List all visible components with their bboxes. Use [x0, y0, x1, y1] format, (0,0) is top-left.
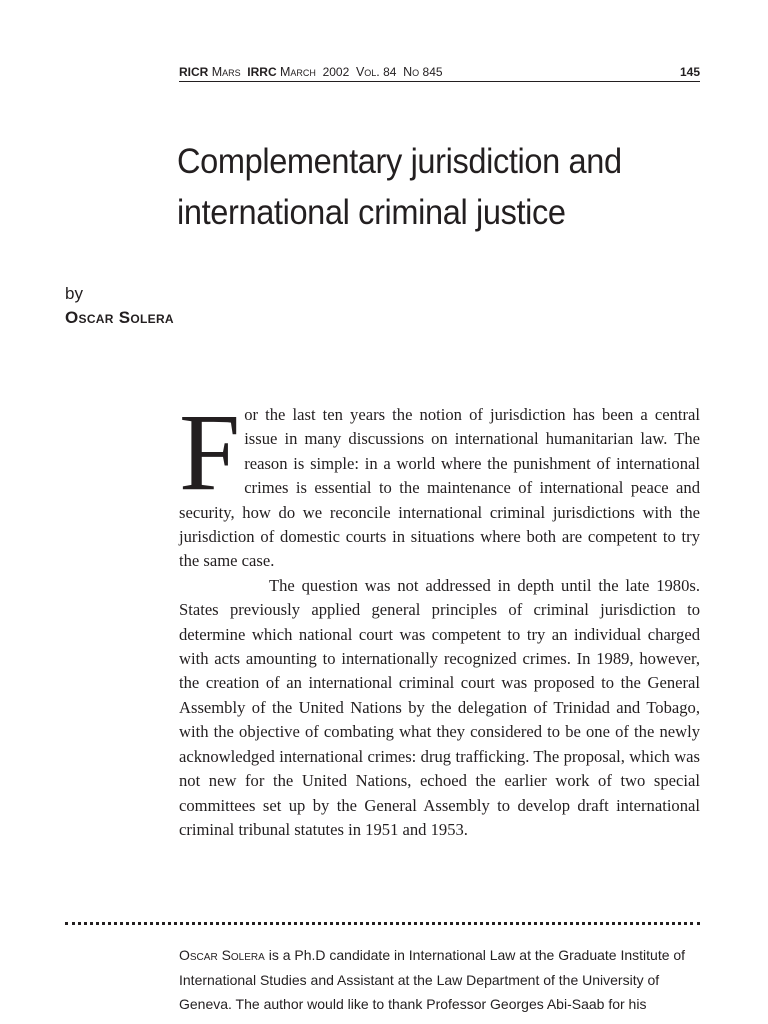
drop-cap: F [179, 391, 241, 513]
issue-number-label: No [403, 65, 420, 79]
journal-abbreviation-fr: RICR [179, 65, 209, 79]
footnote-author: Oscar Solera [179, 947, 265, 963]
author-name: Oscar Solera [65, 308, 174, 327]
journal-citation [179, 65, 443, 79]
article-body [179, 391, 700, 842]
footnote-text: is a Ph.D candidate in International Law at the Graduate Institute of International Studies and Assistant at the Law Department of the University of Geneva. The author would like to thank Professor Georges Abi-Saab for his [179, 947, 686, 1012]
volume-number: 84 [383, 65, 397, 79]
author-footnote [179, 943, 700, 1017]
byline-label: by [65, 284, 83, 303]
issue-month-fr: Mars [211, 65, 241, 79]
issue-month-en: March [279, 65, 316, 79]
footnote-divider [65, 922, 700, 925]
volume-label: Vol. [355, 65, 380, 79]
paragraph-1: or the last ten years the notion of jurisdiction has been a central issue in many discussions on international humanitarian law. The reason is simple: in a world where the punishment of international crimes is essential to the maintenance of international peace and security, how do we reconcile international criminal jurisdictions with the jurisdiction of domestic courts in situations where both are competent to try the same case. [179, 405, 700, 571]
journal-abbreviation-en: IRRC [247, 65, 277, 79]
issue-number: 845 [422, 65, 443, 79]
page-number: 145 [679, 65, 700, 79]
paragraph-2: The question was not addressed in depth until the late 1980s. States previously applied general principles of criminal jurisdiction to determine which national court was competent to try an individual charged with acts amounting to internationally recognized crimes. In 1989, however, the creation of an international criminal court was proposed to the General Assembly of the United Nations by the delegation of Trinidad and Tobago, with the objective of combating what they considered to be one of the newly acknowledged international crimes: drug trafficking. The proposal, which was not new for the United Nations, echoed the earlier work of two special committees set up by the General Assembly to develop draft international criminal tribunal statutes in 1951 and 1953. [179, 575, 700, 839]
article-title: Complementary jurisdiction and international criminal justice [177, 142, 622, 232]
issue-year: 2002 [322, 65, 350, 79]
running-head [179, 64, 700, 82]
